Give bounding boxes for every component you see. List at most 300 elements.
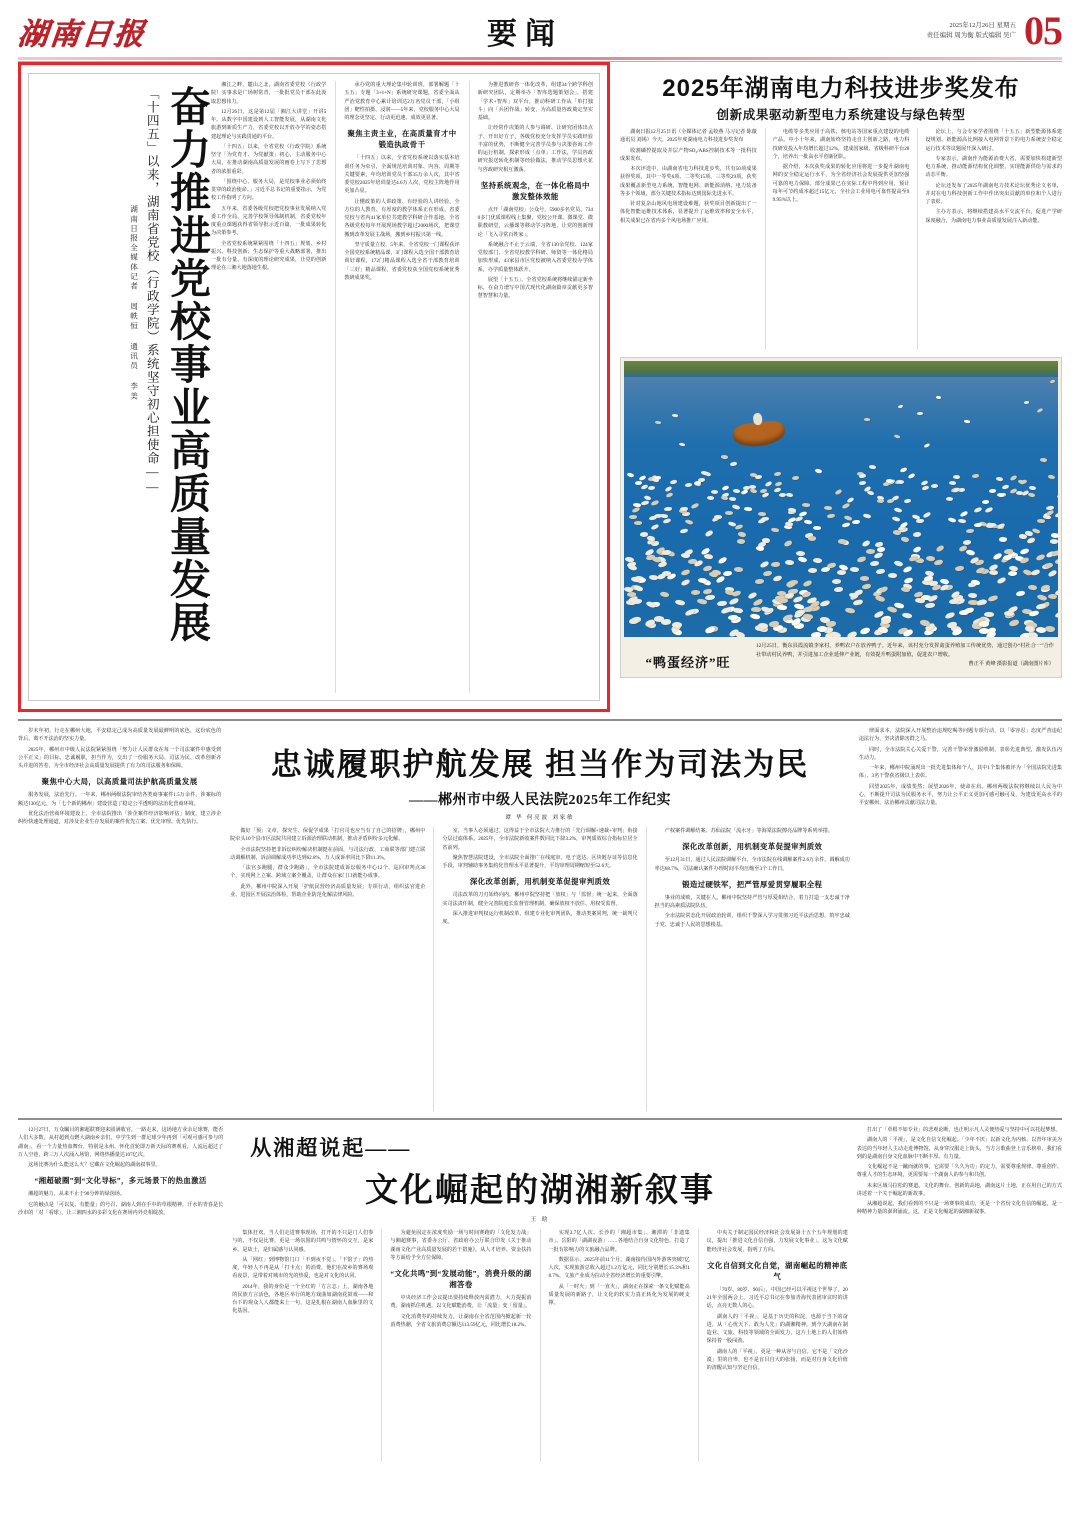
article-paragraph: 此外，郴州中院深入开展「护航民营经济高质量发展」专项行动，组织法官进企业、进园区开展法治体检，帮助企业防范化解法律风险。 (230, 883, 426, 898)
duck (648, 515, 656, 520)
duck (936, 544, 946, 552)
duck (691, 589, 701, 595)
duck (752, 598, 763, 607)
duck (999, 536, 1008, 541)
article-paragraph: 全省党校系统紧紧围绕「十四五」规划、乡村振兴、科技创新、生态保护等重大战略部署，推出一批有分量、有深度的理论研究成果，让党的创新理论在三湘大地落地生根。 (211, 240, 327, 272)
duck (1044, 625, 1055, 632)
duck (1028, 584, 1038, 591)
duck (728, 614, 738, 620)
duck (1035, 554, 1045, 561)
duck (946, 497, 954, 502)
masthead-rule (18, 57, 1062, 60)
article-subhead: 文化自信到文化自觉，湖南崛起的精神底气 (707, 1260, 848, 1281)
duck (792, 595, 803, 603)
article-paragraph: 据介绍，本次获奖成果的转化应用将进一步提升湖南电网的安全稳定运行水平，为全省经济社会发展提供更加坚强可靠的电力保障。部分成果已在实际工程中得到应用，预计每年可节约成本超过15亿元，全社会工业用电可靠性提高至99.95%以上。 (772, 164, 910, 203)
duck (1044, 563, 1053, 568)
duck (651, 500, 659, 506)
article-column (335, 81, 459, 693)
article-column (620, 128, 757, 350)
duck (770, 527, 779, 533)
article-paragraph: 室，当事人必须通过。这得益于全市法院大力推行的「先行调解+速裁+审判」衔接分层过滤体系。2025年，全市法院新收案件数同比下降3.2%，审判质效综合指标位居全省前列。 (442, 828, 638, 851)
duck (979, 620, 989, 626)
duck (678, 442, 685, 447)
masthead (0, 0, 1080, 62)
lead-headline-group (35, 81, 210, 693)
duck (827, 514, 835, 519)
article-paragraph: 五年来，省委各级党校把党校事业发展纳入党委工作全局，完善学校领导体制机制，省委党校年度重点课题获得省领导批示近百篇，一批成果转化为决策参考。 (211, 205, 327, 237)
article-paragraph: 服务发展，法治先行。一年来，郴州两级法院审结各类商事案件1.5万余件，涉案标的额达130亿元，为「七个新的郴州」建设营造了稳定公平透明的法治化营商环境。 (18, 792, 222, 807)
duck (1036, 408, 1042, 413)
court-subhead: ——郴州市中级人民法院2025年工作纪实 (409, 793, 671, 808)
duck (774, 472, 781, 476)
duck (681, 552, 690, 558)
duck (761, 605, 772, 613)
duck (625, 555, 635, 562)
duck (774, 488, 782, 493)
duck (922, 485, 930, 490)
duck (886, 479, 893, 484)
article-paragraph: 湖南人的「平视」，是文化自信文化崛起。「少年不厌」以新文化为内核、以青年审美为表达的当年轻人主动走进博物馆，从身穿汉服走上街头，当方言歌曲登上音乐榜单，我们看到的是湖南自身文化血脉中不断丰厚、有力量。 (856, 1137, 1062, 1160)
masthead-right-group (862, 8, 1062, 53)
photo-caption-title: “鸭蛋经济”旺 (645, 655, 731, 670)
duck (869, 561, 878, 566)
duck (916, 519, 924, 523)
duck (680, 578, 690, 586)
duck (635, 481, 642, 485)
duck (802, 591, 812, 598)
duck (701, 470, 709, 476)
lead-story-inner-frame (28, 73, 600, 701)
duck (972, 474, 979, 478)
article-paragraph: 文化消费券的持续发力，让湖南在全省范围内掀起新一轮消费热潮，全省文旅消费总额达113.59亿元，同比增长18.2%。 (390, 1313, 532, 1328)
duck (629, 617, 639, 623)
duck (1019, 548, 1028, 555)
duck (1003, 555, 1012, 560)
duck (698, 478, 705, 482)
duck (887, 499, 895, 504)
duck (859, 481, 866, 485)
duck (862, 584, 872, 590)
duck (973, 523, 981, 528)
duck (996, 577, 1006, 585)
duck (747, 591, 758, 599)
boat-with-farmer (731, 419, 786, 449)
duck (963, 540, 971, 545)
duck (672, 413, 678, 417)
article-paragraph: 「70岁、80岁、90后」，中国已经可以平视这个世界了。2021年全国两会上，习近平总书记在参加青海代表团审议时的讲话，点亮无数人的心。 (706, 1286, 848, 1310)
article-paragraph: 针对复杂山地风电场建设难题，获奖项目创新提出了一体化智能运维技术体系，显著提升了运维效率和安全水平，相关成果已在省内多个风电场推广应用。 (620, 201, 757, 224)
duck (901, 612, 912, 620)
duck (1055, 512, 1058, 518)
duck (641, 501, 649, 506)
article-paragraph: 「十四五」以来，全省党校系统以落实基本培训任务为牵引，全面规范培训对象、内容、周期等关键要素，年均培训党员干部35万余人次，其中省委党校2025年培训量达4.6万人次，党校主阵地作用更加凸显。 (344, 155, 460, 195)
duck (811, 632, 821, 637)
article-paragraph: 岁末年初，行走在郴州大地，平安稳定己成为高质量发展最鲜明的底色，这份底色的背后，离不开法治的坚实力量。 (18, 728, 222, 743)
article-paragraph: 全市法院坚持把非诉讼纠纷解决机制挺在前面，与司法行政、工商联等部门建立联动调解机制，诉前调解成功率达到62.8%，万人成诉率同比下降11.3%。 (230, 846, 426, 861)
duck (717, 556, 727, 564)
duck (893, 560, 903, 568)
lead-kicker: 「十四五」以来，湖南省党校（行政学院）系统坚守初心担使命—— (145, 87, 160, 495)
publication-date: 2025年12月26日 星期五 (949, 21, 1016, 29)
electric-award-headline: 2025年湖南电力科技进步奖发布 (662, 75, 1020, 102)
right-top-section (620, 62, 1062, 712)
bottom-right-column (857, 1126, 1062, 1462)
duck (897, 480, 904, 485)
article-column (232, 1229, 373, 1462)
duck (710, 490, 718, 495)
article-paragraph: 让经常作决策的人参与调研、让研究团体出点子、开出好方子，各级党校充分发挥学员实践经验丰富的优势，不断健全完善学员参与决策咨询工作的运行机制，探索形成「点单」工作法，学员咨政研究报送转化机制等经验做法，推动学员思想火花与咨政研究相互激荡。 (477, 125, 593, 173)
duck (729, 497, 737, 503)
duck (903, 577, 913, 584)
article-paragraph: 收割磷控提取及并层产物SO₂/ABS控制技术等一批科技成果发布。 (620, 147, 757, 162)
article-paragraph: 展望「十五五」，全省党校系统将继续锚定新坐标，在奋力谱写中国式现代化湖南篇章贡献更多智慧智慧和力量。 (477, 276, 593, 300)
article-paragraph: 承办党的重大理论集中轮训班，部署解题「十五五」专题「3+1+N」系统研究课题，省委全面从严治党教育中心累计培训达2万名党员干部，「小组团」靶性拍摄、浸润——5年来，党校服务中心大局的理念更坚定、行动更迅速、成效更显著。 (344, 82, 460, 121)
duck (1009, 475, 1017, 481)
duck (784, 540, 793, 547)
article-paragraph: 「法官多跑腿，群众少跑路」，全市法院建成诉讼服务中心12个，巡回审判点36个，实现网上立案、跨域立案全覆盖，让群众在家门口就能办成事。 (230, 865, 426, 880)
duck (1004, 549, 1013, 554)
duck (792, 476, 799, 480)
article-paragraph: 它的触点是「可以复、有能量」的号召，湖南人到在手中的草根精神，汗水的青春是长沙市的「对「看球」，让三湘四水的多彩文化在赛场内外竞相绽放。 (18, 1201, 224, 1216)
article-paragraph: 一年来，郴州中院涌现出一批先进集体和个人，其中1个集体被评为「全国法院先进集体」，3名干警获省级以上表彰。 (858, 765, 1062, 780)
duck (852, 520, 860, 525)
article-paragraph: 中央经济工作会议提出要持续释放内需潜力，大力提振消费。湖南抓住机遇，以文化赋能消费，让「流量」变「留量」。 (390, 1295, 532, 1310)
duck (877, 547, 886, 552)
duck (1036, 593, 1047, 601)
article-paragraph: 12月26日，这是第12届「湘江大讲堂」开讲5年。从数字中国建设到人工智能发展，从湖南文化旅游到新质生产力，省委党校以开放办学的姿态搭建起理论与实践贯通的平台。 (211, 108, 327, 140)
bottom-section (0, 1120, 1080, 1472)
duck (733, 488, 741, 494)
duck (877, 499, 885, 504)
duck (771, 562, 780, 567)
duck (802, 503, 810, 508)
duck (973, 507, 982, 513)
duck (859, 473, 866, 477)
article-paragraph: 湘超的魅力，从来不止于90分钟的绿茵场。 (28, 1191, 125, 1198)
duck (923, 443, 930, 449)
article-subhead: 深化改革创新，用机制变革促提审判质效 (469, 877, 611, 887)
middle-center-group (230, 727, 850, 1111)
article-paragraph: 这场比赛为什么能这么火？它藏在文化崛起的湖南叙事里。 (28, 1162, 161, 1168)
duck (796, 550, 805, 556)
duck (819, 600, 830, 607)
photo-figure (620, 357, 1062, 678)
electric-award-columns (620, 128, 1062, 350)
duck (904, 498, 912, 503)
duck (944, 611, 955, 619)
article-column (211, 81, 326, 693)
duck (758, 518, 767, 524)
duck (670, 479, 677, 484)
duck (1055, 559, 1058, 564)
middle-section (0, 721, 1080, 1111)
article-paragraph: 聚焦智慧法院建设，全市法院全面推广在线庭审、电子送达、区块链存证等信息化手段，审判辅助事务集约化管理水平显著提升，平均审理周期缩短至52.6天。 (442, 854, 638, 869)
article-paragraph: 2025年，郴州市中级人民法院紧紧围绕「努力让人民群众在每一个司法案件中感受到公平正义」的目标，忠诚履职，担当作为，交出了一份服务大局、司法为民、改革创新齐头并进的答卷，为全市经济社会高质量发展提供了有力的司法服务和保障。 (18, 746, 222, 769)
duck (1036, 604, 1046, 611)
top-section (0, 62, 1080, 712)
duck (940, 584, 950, 592)
duck (834, 489, 842, 496)
duck (1040, 457, 1047, 462)
duck (648, 486, 655, 490)
duck (759, 560, 769, 568)
article-paragraph: 中央关于制定国民经济和社会发展第十五个五年规划的建议，提出「推进文化自信自强，力发展文化事业」，这为文化赋能经济社会发展，指明了方向。 (706, 1230, 848, 1253)
duck (655, 421, 661, 425)
court-byline: 谭 华 何亮波 刘家敏 (505, 815, 575, 821)
duck (861, 540, 870, 547)
duck (675, 599, 686, 607)
duck (1016, 590, 1026, 596)
duck (629, 515, 637, 520)
lead-columns (207, 81, 593, 693)
duck (773, 575, 783, 582)
article-paragraph: 湖南人的「平视」，更是一种从容与自信。它不是「文化沙漠」里的自卑，也不是盲目自大的张扬，而是对自身文化价值的清醒认知与坚定自信。 (706, 1348, 848, 1372)
duck (936, 395, 942, 399)
article-column (230, 827, 425, 1111)
duck (900, 536, 909, 543)
article-paragraph: 做好「预」文章，探究生、保促学成果「打官司也应当有了自己的招牌」，郴州中院牵头10个县市区法院共同建立诉源治理联动机制，推动矛盾纠纷多元化解。 (230, 828, 426, 843)
duck (873, 552, 883, 559)
duck (762, 492, 770, 498)
duck (830, 630, 842, 637)
duck (817, 625, 828, 631)
duck (1048, 569, 1058, 577)
duck (881, 618, 891, 624)
duck (755, 475, 762, 479)
article-paragraph: 论坛还发布了2025年湖南电力技术论坛优秀论文名单，并对在电力科技创新工作中作出突出贡献的单位和个人进行了表彰。 (925, 182, 1062, 205)
duck (847, 630, 859, 637)
duck (898, 405, 904, 409)
electric-award-subhead: 创新成果驱动新型电力系统建设与绿色转型 (716, 108, 966, 122)
photo-caption-row (624, 637, 1058, 677)
duck (734, 566, 744, 572)
duck (953, 475, 960, 480)
duck (888, 573, 898, 579)
duck (735, 524, 744, 530)
duck (632, 506, 641, 513)
editor-credits: 责任编辑 周为衡 版式编辑 吴广 (926, 32, 1016, 39)
duck (804, 519, 813, 525)
article-paragraph: 回望2025年，成绩斐然；展望2026年，使命在肩。郴州两级法院将继续以人民为中心，不断提升司法为民服务水平，努力让公平正义更加可感可触可及，为建设更高水平的平安郴州、法治郴州贡献司法力量。 (858, 783, 1062, 806)
article-paragraph: 数据显示，2025年前11个月，湖南接待国内外游客突破7亿人次，实现旅游总收入超过1.2万亿元，同比分别增长15.3%和18.7%，文旅产业成为拉动全省经济增长的重要引擎。 (548, 1256, 690, 1280)
duck (982, 500, 990, 504)
duck (1049, 380, 1054, 384)
photo-caption-text: 12月25日，衡东县霞流镇李家村，养鸭农户在放养鸭子。近年来，该村充分发挥禽蛋养殖加工传统优势，通过创办“村社合一”合作社带动村民养鸭，并引进加工企业延伸产业链，有效提升鸭蛋附加值，促进农户增收。 (756, 643, 1054, 658)
duck (1028, 485, 1036, 491)
duck (914, 597, 924, 604)
article-paragraph: 专家表示，湖南作为能源消费大省，需要加快构建新型电力系统，推动能源结构优化调整，实现能源供给与需求的动态平衡。 (925, 155, 1062, 179)
article-paragraph: 律面求本，法院深入开展整治违规吃喝等问题专项行动，以「零容忍」态度严查违纪违法行为，坚决清除害群之马。 (858, 728, 1062, 743)
duck (966, 529, 974, 534)
duck (785, 593, 795, 599)
article-paragraph: 产权案件调解结案、苏仙法院「流水牙」等海棠法院擦亮品牌等系列举措。 (664, 828, 833, 834)
duck (841, 502, 850, 509)
article-column (857, 1126, 1062, 1217)
duck (1056, 495, 1058, 501)
duck (777, 604, 787, 611)
duck-farm-photo (624, 361, 1058, 637)
duck (651, 524, 660, 531)
duck (894, 507, 903, 514)
article-paragraph: 全市法院常态化开展政治轮训，组织干警深入学习贯彻习近平法治思想，筑牢忠诚于党、忠诚于人民的思想根基。 (654, 913, 850, 928)
duck (665, 492, 673, 498)
article-paragraph: 优化法治营商环境建设上，全市法院推出「涉企案件经济影响评估」制度，建立涉企纠纷快速处理通道，对涉及企业生存发展的案件优先立案、优先审理、优先执行。 (18, 810, 222, 826)
duck (741, 489, 749, 495)
duck (808, 535, 817, 541)
duck (995, 476, 1003, 482)
duck (987, 595, 997, 602)
duck (724, 510, 732, 515)
article-paragraph: 论坛上，与会专家学者围绕「十五五」新型能源体系建设规划、新能源高比例接入电网背景下的电力系统安全稳定运行技术等议题展开深入研讨。 (925, 129, 1062, 152)
duck (862, 513, 871, 519)
duck (1026, 537, 1035, 543)
duck (1029, 610, 1040, 617)
article-column (18, 1126, 223, 1217)
duck (844, 514, 853, 521)
duck (664, 507, 672, 511)
lead-story (18, 62, 610, 712)
duck (865, 549, 874, 554)
duck (662, 550, 671, 555)
duck (717, 601, 727, 607)
duck (948, 481, 956, 486)
duck (707, 496, 715, 501)
article-paragraph: 从「网红」到博物馆门口「不到夜不觉」、「下馆子」的热度，年轻人不再是从「打卡点」的消费，他们在故乡的赛场观看夜景，是带着对城市的光的热爱，也是对文化的认同。 (232, 1256, 374, 1280)
duck (769, 620, 779, 626)
duck (680, 529, 689, 535)
article-column (469, 81, 593, 693)
duck (751, 606, 761, 612)
duck (729, 597, 740, 605)
bottom-left-column (18, 1126, 223, 1462)
article-paragraph: 司法改革的刀刃始终向内。郴州中院坚持把「放权」与「监督」统一起来，全面落实司法责任制，健全完善院庭长监督管理机制，确保放权不放任、用权受监督。 (442, 892, 638, 907)
duck (762, 570, 771, 576)
article-column (765, 128, 910, 350)
duck (844, 606, 855, 614)
duck (738, 530, 747, 537)
article-subhead: 聚焦主责主业，在高质量育才中锻造执政骨干 (347, 129, 457, 150)
duck (775, 481, 783, 486)
duck (1030, 569, 1040, 576)
article-paragraph: 为推进教研咨一体化改革，组建34个跨学科创新研究团队，定期举办「智库选题策划会」，搭建「学术+智库」双平台，推动科研工作从「单打独斗」向「兵团作战」转变，为高质量咨政奠定坚实基础。 (477, 82, 593, 121)
masthead-meta (927, 21, 1016, 41)
duck (842, 522, 851, 528)
article-column (646, 827, 850, 1111)
duck (860, 626, 871, 634)
lead-headline: 奋力推进党校事业高质量发展 (164, 85, 210, 644)
page-number: 05 (1024, 8, 1062, 53)
duck (834, 587, 843, 592)
duck (786, 492, 794, 498)
duck (879, 586, 890, 594)
duck (1048, 474, 1056, 480)
duck (648, 574, 658, 581)
duck (626, 472, 634, 478)
duck (925, 603, 935, 609)
duck (651, 477, 659, 483)
article-paragraph: 打出了「草根不如专业」的悲观论断，也正明示凡人灵便热爱与坚持中可以托起梦想。 (866, 1127, 1061, 1133)
duck (856, 556, 866, 563)
article-subhead: “湘超破圈”到“文化导标”，多元场景下的热血激活 (34, 1176, 207, 1186)
duck (869, 465, 876, 470)
duck (813, 557, 822, 563)
duck (955, 566, 964, 572)
duck (721, 454, 728, 459)
article-subhead: “文化共鸣”到“发展动能”，消费升级的湖湘答卷 (390, 1269, 532, 1290)
duck (720, 606, 731, 614)
duck (730, 462, 737, 466)
duck (907, 473, 915, 479)
culture-columns (232, 1229, 848, 1462)
article-column (859, 727, 1062, 807)
article-paragraph: 实现3.7亿人次、长沙的「湘超市集」、湘潭的「非遗集市」、岳阳的「湖湖夜游」……各地结合自身文化特色，打造了一批有影响力的文旅融合品牌。 (548, 1230, 690, 1253)
article-paragraph: 坚守质量立校，5年来，全省党校一门课程获评全国党校系统精品课，3门课程入选全国干部教育培训好课程，172门精品课程入选全省干部教育培训「三好」精品课程，省委党校获全国党校系统优秀教研成果奖。 (344, 241, 460, 281)
article-paragraph: 2014年，我的身份是一个全红的「方言志」上，湖南各地的民族方言活色，各地区举行的地方戏曲如湖南花鼓戏——和台下的观众人人都能来上一句，这是扎根在湖南人血脉里的文化基因。 (232, 1283, 374, 1315)
culture-headline: 文化崛起的湖湘新叙事 (365, 1171, 715, 1208)
duck (690, 502, 699, 509)
duck (826, 621, 836, 627)
duck (736, 539, 745, 545)
duck (913, 531, 921, 536)
duck (732, 607, 743, 614)
duck (803, 580, 813, 588)
article-column (18, 727, 221, 826)
duck (808, 567, 817, 573)
article-paragraph: 本次评选中，由湖南省电力科技进步奖，共有50项成果获得奖项，其中一等奖6项、二等奖15项、三等奖29项。获奖成果覆盖新型电力系统、智能电网、新能源消纳、电力装备等多个领域，部分关键技术指标达到国际先进水平。 (620, 166, 757, 197)
court-columns (230, 827, 850, 1111)
duck (922, 512, 931, 519)
duck (765, 481, 773, 487)
article-paragraph: 从湘超说起，我们看到的不只是一场赛事的成功，更是一个省份文化自信的崛起，是一种精神力量的澎湃涌流。这，正是文化崛起的湖湘新叙事。 (856, 1201, 1062, 1216)
duck (964, 419, 970, 424)
duck (680, 569, 690, 576)
duck (931, 483, 938, 487)
article-paragraph: 「十四五」以来，全省党校（行政学院）系统坚守「为党育才、为党献策」初心，主动服务中心大局，在推动湖南高质量发展的画卷上写下了思想者的浓墨重彩。 (211, 143, 327, 175)
duck (967, 592, 977, 599)
article-subhead: 深化改革创新，用机制变革促提审判质效 (682, 842, 823, 852)
newspaper-logo: 湖南日报 (15, 18, 148, 51)
duck (638, 475, 646, 481)
duck (989, 489, 996, 493)
duck (894, 434, 901, 439)
duck (965, 548, 975, 555)
duck (824, 505, 832, 511)
article-column (917, 128, 1062, 350)
duck (985, 506, 994, 513)
article-paragraph: 为避免固定在浓度奖励一场与时间赛跑的「文化发力战」与湘超赛事，省委办公厅、省政府办公厅联合印发《关于推动湖南文化产业高质量发展的若干措施》，从人才培养、资金扶持等方面给予全方位保障。 (390, 1230, 532, 1261)
duck (934, 560, 943, 566)
duck (874, 594, 885, 603)
duck (661, 619, 671, 625)
article-paragraph: 主办方表示，将继续搭建高水平交流平台，促进产学研深度融合，为湖南电力事业高质量发展注入新动能。 (925, 209, 1062, 224)
duck (755, 579, 764, 584)
middle-left-column (18, 727, 221, 1111)
article-paragraph: 让懂政策的人讲政策、有经验的人讲经验，全方位的人教育、有厚度的教学体系正在形成。省委党校与省内41家单位共建教学科研合作基地，全省各级党校每年开展现场教学超过2000场次，把课堂搬到改革发展主战场，搬到乡村振兴第一线。 (344, 198, 460, 238)
duck (863, 418, 869, 422)
duck (704, 530, 713, 537)
duck (734, 630, 746, 637)
duck (685, 483, 692, 487)
article-paragraph: 湘江之畔，麓山之北，湖南省委党校（行政学院）实事求是广场树常青，一批批党员干部在此汲取思想伟力。 (211, 82, 327, 105)
article-paragraph: 系统融合不止于云端，全省130余党校、124家党校部门、全省党校教学科研、师资等一体化格局加快形成，43家县市区党校被纳入省委党校办学体系，办学质量整体跃升。 (477, 241, 593, 273)
article-subhead: 坚持系统观念，在一体化格局中激发整体效能 (480, 180, 590, 201)
duck (964, 607, 975, 614)
duck (1019, 557, 1029, 564)
article-paragraph: 事业的成败，关键在人。郴州中院坚持严管与厚爱相结合，着力打造一支忠诚干净担当的高素质法院队伍。 (654, 894, 850, 910)
article-paragraph: 同时，全市法院关心关爱干警，完善干警荣誉激励机制，表彰先进典型，激发队伍内生动力。 (858, 746, 1062, 761)
article-column (433, 827, 637, 1111)
duck (891, 516, 900, 523)
